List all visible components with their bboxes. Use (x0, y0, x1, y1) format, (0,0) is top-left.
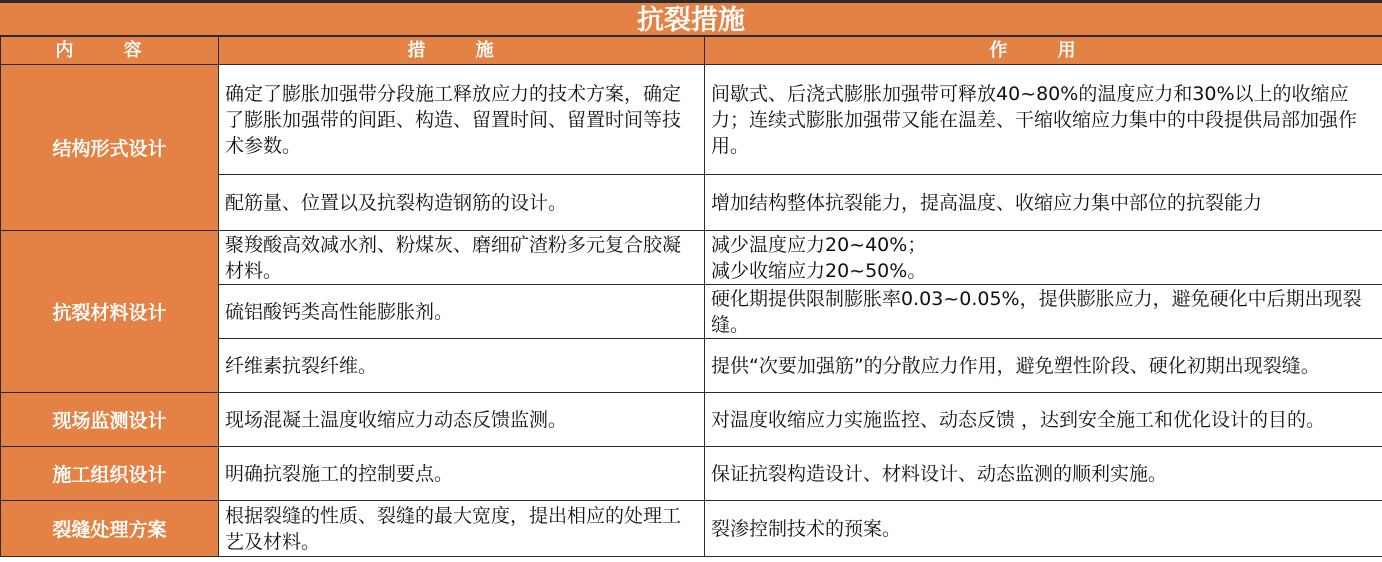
effect-cell: 减少温度应力20~40%； 减少收缩应力20~50%。 (705, 231, 1382, 285)
effect-cell: 增加结构整体抗裂能力，提高温度、收缩应力集中部位的抗裂能力 (705, 175, 1382, 231)
category-cell: 施工组织设计 (1, 447, 219, 501)
table-row (1, 447, 1382, 501)
table-row (1, 65, 1382, 175)
effect-cell: 硬化期提供限制膨胀率0.03~0.05%，提供膨胀应力，避免硬化中后期出现裂缝。 (705, 285, 1382, 339)
category-cell: 现场监测设计 (1, 393, 219, 447)
header-row (1, 37, 1382, 65)
measure-cell: 纤维素抗裂纤维。 (219, 339, 705, 393)
category-cell: 结构形式设计 (1, 65, 219, 231)
effect-cell: 裂渗控制技术的预案。 (705, 501, 1382, 557)
measure-cell: 硫铝酸钙类高性能膨胀剂。 (219, 285, 705, 339)
table-title: 抗裂措施 (0, 0, 1382, 36)
header-measures: 措 施 (219, 37, 705, 65)
effect-cell: 对温度收缩应力实施监控、动态反馈 ，达到安全施工和优化设计的目的。 (705, 393, 1382, 447)
measure-cell: 现场混凝土温度收缩应力动态反馈监测。 (219, 393, 705, 447)
table-row (1, 393, 1382, 447)
measure-cell: 聚羧酸高效减水剂、粉煤灰、磨细矿渣粉多元复合胶凝材料。 (219, 231, 705, 285)
effect-cell: 间歇式、后浇式膨胀加强带可释放40~80%的温度应力和30%以上的收缩应力；连续式膨胀加强带又能在温差、干缩收缩应力集中的中段提供局部加强作用。 (705, 65, 1382, 175)
table-row (1, 501, 1382, 557)
header-content: 内 容 (1, 37, 219, 65)
measures-table (0, 36, 1382, 557)
measure-cell: 明确抗裂施工的控制要点。 (219, 447, 705, 501)
category-cell: 抗裂材料设计 (1, 231, 219, 393)
effect-cell: 保证抗裂构造设计、材料设计、动态监测的顺利实施。 (705, 447, 1382, 501)
measure-cell: 根据裂缝的性质、裂缝的最大宽度，提出相应的处理工艺及材料。 (219, 501, 705, 557)
measure-cell: 确定了膨胀加强带分段施工释放应力的技术方案，确定了膨胀加强带的间距、构造、留置时间、留置时间等技术参数。 (219, 65, 705, 175)
header-effect: 作 用 (705, 37, 1382, 65)
category-cell: 裂缝处理方案 (1, 501, 219, 557)
effect-cell: 提供“次要加强筋”的分散应力作用，避免塑性阶段、硬化初期出现裂缝。 (705, 339, 1382, 393)
measure-cell: 配筋量、位置以及抗裂构造钢筋的设计。 (219, 175, 705, 231)
table-row (1, 231, 1382, 285)
